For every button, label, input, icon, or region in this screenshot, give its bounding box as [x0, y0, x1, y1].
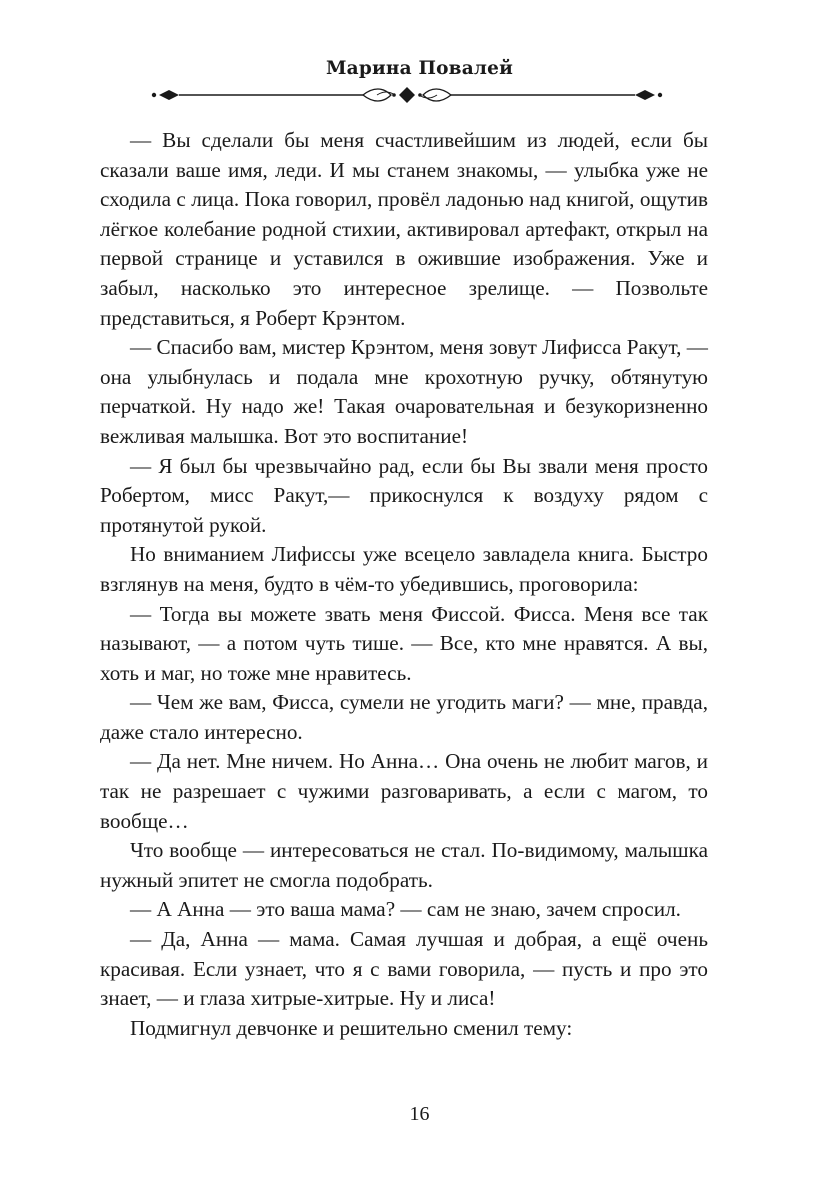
paragraph: Но вниманием Лифиссы уже всецело завладела книга. Быстро взглянув на меня, будто в чём-то убедившись, проговорила: — [100, 542, 708, 596]
paragraph: Подмигнул девчонке и решительно сменил тему: — [130, 1015, 573, 1040]
paragraph: — Да нет. Мне ничем. Но Анна… Она очень не любит магов, и так не разрешает с чужими разговаривать, а если с магом, то вообще… — [100, 749, 708, 833]
paragraph: — Спасибо вам, мистер Крэнтом, меня зовут Лифисса Ракут, — она улыбнулась и подала мне крохотную ручку, обтянутую перчаткой. Ну надо же! Такая очаровательная и безукоризненно вежливая малышка. Вот это воспитание! — [100, 335, 708, 448]
paragraph: — Тогда вы можете звать меня Фиссой. Фисса. Меня все так называют, — а потом чуть тише. — Все, кто мне нравятся. А вы, хоть и маг, но тоже мне нравитесь. — [100, 601, 708, 685]
decorative-divider-icon — [151, 84, 663, 106]
paragraph: — Да, Анна — мама. Самая лучшая и добрая, а ещё очень красивая. Если узнает, что я с вами говорила, — пусть и про это знает, — и глаза хитрые-хитрые. Ну и лиса! — [100, 927, 708, 1011]
author-name: Марина Повалей — [325, 58, 514, 79]
paragraph: — Вы сделали бы меня счастливейшим из людей, если бы сказали ваше имя, леди. И мы станем знакомы, — улыбка уже не сходила с лица. Пока говорил, провёл ладонью над книгой, ощутив лёгкое колебание родной стихии, активировал артефакт, открыл на первой странице и уставился в ожившие изображения. Уже и забыл, насколько это интересное зрелище. — Позвольте представиться, я Роберт Крэнтом. — [100, 128, 708, 330]
paragraph: Что вообще — интересоваться не стал. По-видимому, малышка нужный эпитет не смогла подобрать. — [100, 838, 708, 892]
paragraph: — Я был бы чрезвычайно рад, если бы Вы звали меня просто Робертом, мисс Ракут,— прикоснулся к воздуху рядом с протянутой рукой. — [100, 453, 708, 537]
body-text — [100, 126, 708, 1043]
running-header — [0, 58, 839, 79]
paragraph: — А Анна — это ваша мама? — сам не знаю, зачем спросил. — [130, 897, 681, 922]
page-number: 16 — [409, 1103, 430, 1125]
paragraph: — Чем же вам, Фисса, сумели не угодить маги? — мне, правда, даже стало интересно. — [100, 690, 708, 744]
